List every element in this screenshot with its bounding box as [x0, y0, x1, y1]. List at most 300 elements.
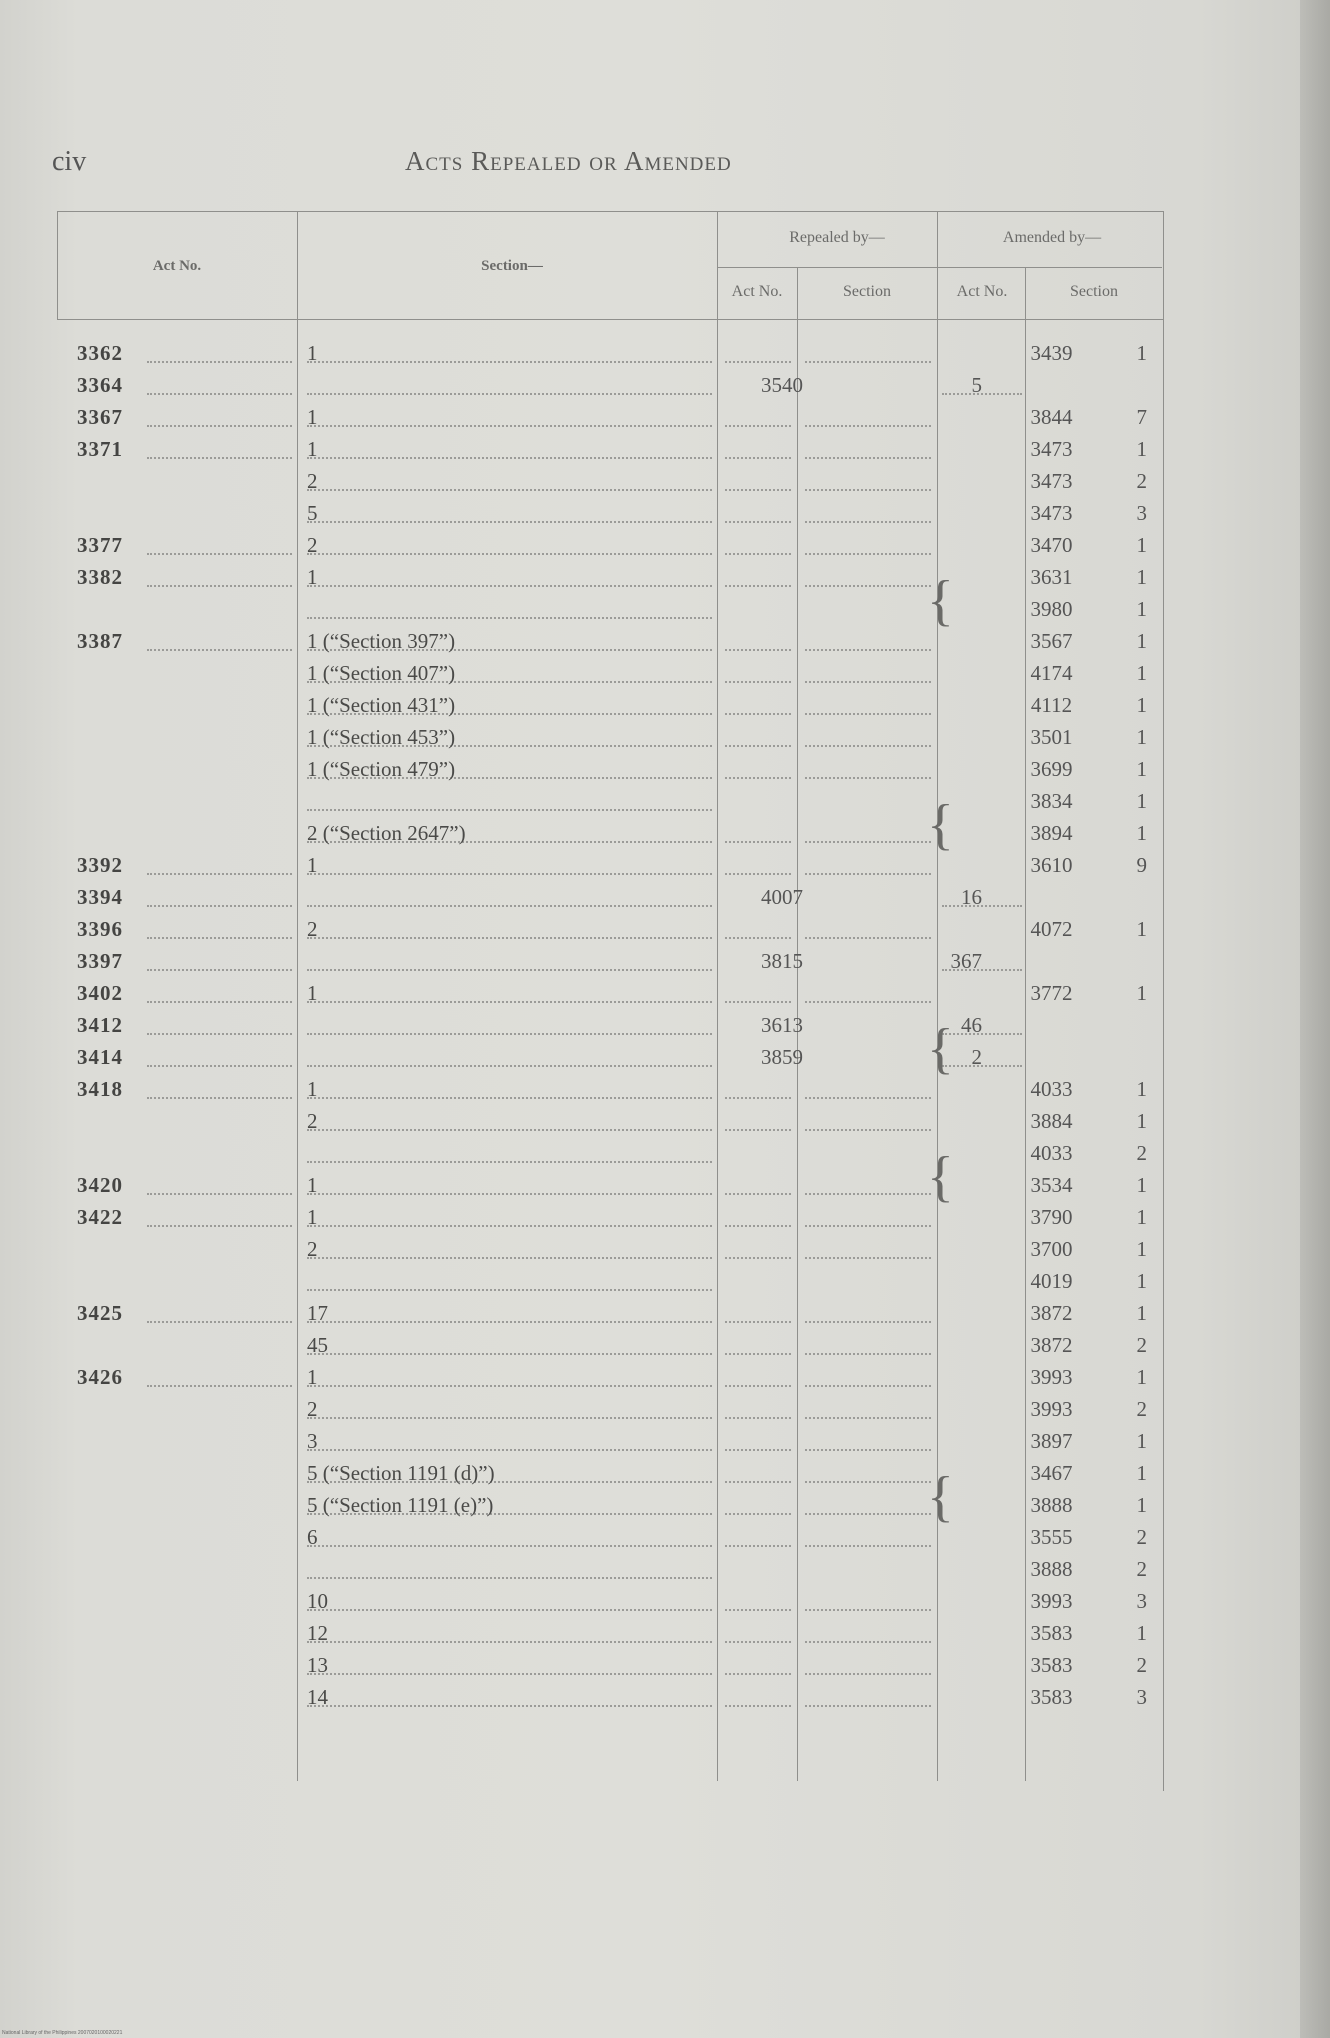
act-number — [77, 1681, 297, 1713]
section-ref: 1 — [307, 341, 318, 365]
act-number — [77, 1425, 297, 1457]
amended-section: 1 — [1136, 1205, 1147, 1229]
amended-section: 1 — [1136, 1301, 1147, 1325]
act-number — [77, 1137, 297, 1169]
section-ref: 2 — [307, 1237, 318, 1261]
repealed-act-number — [717, 529, 847, 561]
repealed-section: 46 — [961, 1013, 982, 1037]
amended-section — [1077, 1009, 1147, 1041]
repealed-section — [857, 337, 992, 369]
amended-act-number: 3884 — [1030, 1109, 1073, 1133]
table-row — [57, 1041, 1164, 1073]
table-row — [57, 1681, 1164, 1713]
amended-section: 1 — [1136, 821, 1147, 845]
brace-3426-6: { — [927, 1466, 954, 1528]
act-number — [77, 593, 297, 625]
section-ref: 1 (“Section 479”) — [307, 757, 456, 781]
repealed-section — [857, 529, 992, 561]
amended-section: 1 — [1136, 1237, 1147, 1261]
repealed-section: 367 — [950, 949, 982, 973]
repealed-act-number: 4007 — [761, 885, 803, 909]
amended-act-number: 4019 — [1030, 1269, 1073, 1293]
act-number — [77, 1393, 297, 1425]
repealed-section — [857, 1105, 992, 1137]
amended-act-number: 4033 — [1030, 1141, 1073, 1165]
header-bottom-rule — [57, 319, 1164, 320]
act-number — [77, 1649, 297, 1681]
repealed-act-number — [717, 1457, 847, 1489]
table-row — [57, 529, 1164, 561]
brace-3387-479: { — [927, 794, 954, 856]
table-top-rule — [57, 211, 1164, 212]
table-row — [57, 689, 1164, 721]
repealed-act-number — [717, 337, 847, 369]
repealed-section — [857, 1169, 992, 1201]
repealed-section — [857, 433, 992, 465]
header-repealed-act-no: Act No. — [731, 283, 783, 300]
act-number — [77, 1457, 297, 1489]
section-ref — [307, 593, 767, 625]
table-row — [57, 1393, 1164, 1425]
section-ref: 13 — [307, 1653, 328, 1677]
amended-section: 1 — [1136, 757, 1147, 781]
section-ref: 2 — [307, 1109, 318, 1133]
section-ref: 1 — [307, 981, 318, 1005]
repealed-section — [857, 1489, 992, 1521]
running-head: Acts Repealed or Amended — [405, 146, 732, 176]
act-number: 3402 — [77, 981, 123, 1005]
repealed-section — [857, 977, 992, 1009]
section-ref — [307, 785, 767, 817]
repealed-act-number — [717, 1233, 847, 1265]
repealed-act-number — [717, 913, 847, 945]
repealed-section — [857, 753, 992, 785]
repealed-section — [857, 1521, 992, 1553]
header-amended-by: Amended by— — [1002, 229, 1102, 246]
repealed-section — [857, 785, 992, 817]
act-number — [77, 689, 297, 721]
repealed-act-number — [717, 1585, 847, 1617]
section-ref — [307, 945, 767, 977]
act-number — [77, 817, 297, 849]
repealed-section — [857, 593, 992, 625]
act-number — [77, 1105, 297, 1137]
section-ref: 2 — [307, 533, 318, 557]
section-ref — [307, 369, 767, 401]
repealed-section — [857, 1393, 992, 1425]
repealed-act-number — [717, 401, 847, 433]
amended-act-number: 4033 — [1030, 1077, 1073, 1101]
repealed-section — [857, 721, 992, 753]
section-ref: 1 (“Section 397”) — [307, 629, 456, 653]
amended-section: 1 — [1136, 1621, 1147, 1645]
table-row — [57, 1233, 1164, 1265]
repealed-act-number — [717, 1425, 847, 1457]
act-number: 3367 — [77, 405, 123, 429]
amended-section — [1077, 881, 1147, 913]
repealed-section — [857, 1329, 992, 1361]
amended-act-number: 3467 — [1030, 1461, 1073, 1485]
section-ref: 17 — [307, 1301, 328, 1325]
amended-section: 2 — [1136, 1653, 1147, 1677]
repealed-act-number — [717, 433, 847, 465]
brace-3422-2: { — [927, 1146, 954, 1208]
amended-act-number: 4072 — [1030, 917, 1073, 941]
repealed-section — [857, 1297, 992, 1329]
repealed-section — [857, 465, 992, 497]
brace-3418-2: { — [927, 1018, 954, 1080]
repealed-section — [857, 1233, 992, 1265]
table-row — [57, 1457, 1164, 1489]
amended-act-number: 3872 — [1030, 1301, 1073, 1325]
act-number: 3377 — [77, 533, 123, 557]
section-ref — [307, 1137, 767, 1169]
amended-act-number: 3583 — [1030, 1621, 1073, 1645]
section-ref: 1 — [307, 853, 318, 877]
section-ref: 2 — [307, 917, 318, 941]
repealed-section — [857, 1425, 992, 1457]
amended-section: 1 — [1136, 533, 1147, 557]
page-edge-shadow — [1300, 0, 1330, 2038]
act-number — [77, 1617, 297, 1649]
act-number — [77, 1553, 297, 1585]
act-number: 3397 — [77, 949, 123, 973]
repealed-section: 5 — [971, 373, 982, 397]
section-ref: 5 (“Section 1191 (e)”) — [307, 1493, 494, 1517]
repealed-section — [857, 401, 992, 433]
act-number — [77, 657, 297, 689]
table-row — [57, 337, 1164, 369]
amended-section: 1 — [1136, 629, 1147, 653]
amended-section: 1 — [1136, 981, 1147, 1005]
amended-act-number: 4112 — [1030, 693, 1073, 717]
table-row — [57, 881, 1164, 913]
act-number: 3420 — [77, 1173, 123, 1197]
act-number: 3412 — [77, 1013, 123, 1037]
repealed-section — [857, 817, 992, 849]
amended-section: 1 — [1136, 341, 1147, 365]
amended-section: 3 — [1136, 1589, 1147, 1613]
amended-section: 1 — [1136, 725, 1147, 749]
amended-act-number: 3470 — [1030, 533, 1073, 557]
amended-act-number: 3473 — [1030, 469, 1073, 493]
amended-act-number: 3888 — [1030, 1557, 1073, 1581]
repealed-act-number — [717, 753, 847, 785]
amended-act-number: 3894 — [1030, 821, 1073, 845]
amended-act-number: 3993 — [1030, 1397, 1073, 1421]
act-number — [77, 1521, 297, 1553]
section-ref — [307, 1265, 767, 1297]
act-number — [77, 721, 297, 753]
table-row — [57, 1617, 1164, 1649]
amended-act-number: 3993 — [1030, 1365, 1073, 1389]
repealed-act-number — [717, 1521, 847, 1553]
table-row — [57, 1489, 1164, 1521]
repealed-section — [857, 1457, 992, 1489]
amended-section: 7 — [1136, 405, 1147, 429]
act-number — [77, 1489, 297, 1521]
amended-section: 2 — [1136, 1557, 1147, 1581]
header-mid-rule — [717, 267, 1162, 268]
amended-act-number: 3610 — [1030, 853, 1073, 877]
acts-table — [57, 211, 1164, 1791]
header-act-no: Act No. — [152, 258, 202, 274]
repealed-section — [857, 1681, 992, 1713]
table-row — [57, 817, 1164, 849]
amended-section: 1 — [1136, 1269, 1147, 1293]
section-ref: 2 (“Section 2647”) — [307, 821, 466, 845]
repealed-section — [857, 1617, 992, 1649]
section-ref — [307, 1553, 767, 1585]
section-ref: 1 (“Section 407”) — [307, 661, 456, 685]
repealed-section — [857, 1553, 992, 1585]
act-number — [77, 465, 297, 497]
brace-3382: { — [927, 570, 954, 632]
table-row — [57, 753, 1164, 785]
repealed-act-number — [717, 1681, 847, 1713]
repealed-section — [857, 849, 992, 881]
amended-act-number: 3699 — [1030, 757, 1073, 781]
amended-section: 1 — [1136, 1461, 1147, 1485]
table-row — [57, 1553, 1164, 1585]
act-number: 3418 — [77, 1077, 123, 1101]
repealed-act-number — [717, 1073, 847, 1105]
repealed-act-number: 3613 — [761, 1013, 803, 1037]
section-ref — [307, 1009, 767, 1041]
section-ref: 1 — [307, 1205, 318, 1229]
section-ref: 5 — [307, 501, 318, 525]
amended-act-number: 3583 — [1030, 1653, 1073, 1677]
repealed-act-number — [717, 1169, 847, 1201]
section-ref: 1 — [307, 1077, 318, 1101]
table-row — [57, 1329, 1164, 1361]
repealed-act-number — [717, 785, 847, 817]
amended-section: 2 — [1136, 1525, 1147, 1549]
header-repealed-section: Section — [843, 283, 891, 300]
act-number — [77, 1585, 297, 1617]
section-ref: 2 — [307, 1397, 318, 1421]
repealed-act-number — [717, 625, 847, 657]
repealed-act-number — [717, 1265, 847, 1297]
repealed-act-number — [717, 1649, 847, 1681]
table-row — [57, 1137, 1164, 1169]
table-row — [57, 561, 1164, 593]
repealed-section: 16 — [961, 885, 982, 909]
table-row — [57, 1585, 1164, 1617]
amended-act-number: 3872 — [1030, 1333, 1073, 1357]
repealed-act-number — [717, 465, 847, 497]
table-row — [57, 785, 1164, 817]
amended-act-number: 3534 — [1030, 1173, 1073, 1197]
repealed-section — [857, 1585, 992, 1617]
amended-section: 1 — [1136, 1429, 1147, 1453]
amended-section: 1 — [1136, 917, 1147, 941]
repealed-act-number — [717, 657, 847, 689]
amended-section: 1 — [1136, 789, 1147, 813]
act-number: 3414 — [77, 1045, 123, 1069]
table-row — [57, 657, 1164, 689]
repealed-act-number — [717, 1393, 847, 1425]
section-ref: 5 (“Section 1191 (d)”) — [307, 1461, 495, 1485]
table-row — [57, 1297, 1164, 1329]
amended-section: 1 — [1136, 437, 1147, 461]
amended-section: 1 — [1136, 565, 1147, 589]
section-ref: 45 — [307, 1333, 328, 1357]
amended-act-number: 3631 — [1030, 565, 1073, 589]
section-ref: 1 — [307, 405, 318, 429]
table-row — [57, 1521, 1164, 1553]
page-number: civ — [52, 146, 87, 177]
amended-section: 1 — [1136, 1109, 1147, 1133]
amended-section: 3 — [1136, 501, 1147, 525]
amended-act-number: 3844 — [1030, 405, 1073, 429]
section-ref: 1 (“Section 431”) — [307, 693, 456, 717]
section-ref — [307, 881, 767, 913]
act-number: 3392 — [77, 853, 123, 877]
amended-act-number: 3993 — [1030, 1589, 1073, 1613]
header-amended-act-no: Act No. — [956, 283, 1008, 300]
act-number — [77, 753, 297, 785]
table-row — [57, 401, 1164, 433]
table-row — [57, 1265, 1164, 1297]
repealed-act-number — [717, 849, 847, 881]
amended-section: 1 — [1136, 1365, 1147, 1389]
amended-section — [1077, 945, 1147, 977]
table-row — [57, 465, 1164, 497]
repealed-act-number — [717, 1105, 847, 1137]
repealed-section — [857, 1137, 992, 1169]
table-row — [57, 433, 1164, 465]
section-ref: 3 — [307, 1429, 318, 1453]
amended-section — [1077, 369, 1147, 401]
section-ref — [307, 1041, 767, 1073]
section-ref: 14 — [307, 1685, 328, 1709]
repealed-act-number: 3815 — [761, 949, 803, 973]
repealed-section — [857, 1073, 992, 1105]
repealed-section — [857, 561, 992, 593]
act-number: 3426 — [77, 1365, 123, 1389]
amended-act-number: 3834 — [1030, 789, 1073, 813]
amended-act-number: 3473 — [1030, 437, 1073, 461]
repealed-act-number — [717, 1489, 847, 1521]
repealed-section — [857, 1265, 992, 1297]
amended-section: 1 — [1136, 1173, 1147, 1197]
repealed-act-number — [717, 1201, 847, 1233]
table-row — [57, 977, 1164, 1009]
repealed-act-number — [717, 1361, 847, 1393]
amended-section: 2 — [1136, 1397, 1147, 1421]
amended-act-number: 3501 — [1030, 725, 1073, 749]
amended-act-number: 3567 — [1030, 629, 1073, 653]
act-number: 3394 — [77, 885, 123, 909]
table-row — [57, 1073, 1164, 1105]
amended-section — [1077, 1041, 1147, 1073]
table-row — [57, 849, 1164, 881]
amended-act-number: 3439 — [1030, 341, 1073, 365]
table-row — [57, 497, 1164, 529]
amended-section: 2 — [1136, 1141, 1147, 1165]
amended-section: 1 — [1136, 661, 1147, 685]
header-repealed-by: Repealed by— — [789, 229, 885, 246]
repealed-act-number — [717, 1553, 847, 1585]
amended-act-number: 3897 — [1030, 1429, 1073, 1453]
table-row — [57, 913, 1164, 945]
table-left-rule — [57, 211, 58, 319]
amended-act-number: 3772 — [1030, 981, 1073, 1005]
repealed-act-number: 3859 — [761, 1045, 803, 1069]
repealed-act-number — [717, 1137, 847, 1169]
section-ref: 1 — [307, 1173, 318, 1197]
act-number: 3371 — [77, 437, 123, 461]
amended-section: 1 — [1136, 1493, 1147, 1517]
amended-section: 2 — [1136, 469, 1147, 493]
repealed-act-number — [717, 817, 847, 849]
repealed-act-number: 3540 — [761, 373, 803, 397]
amended-act-number: 3555 — [1030, 1525, 1073, 1549]
repealed-section — [857, 625, 992, 657]
act-number — [77, 1233, 297, 1265]
section-ref: 6 — [307, 1525, 318, 1549]
section-ref: 1 — [307, 437, 318, 461]
repealed-section — [857, 497, 992, 529]
act-number — [77, 497, 297, 529]
table-row — [57, 1361, 1164, 1393]
repealed-act-number — [717, 593, 847, 625]
section-ref: 12 — [307, 1621, 328, 1645]
table-row — [57, 1201, 1164, 1233]
act-number: 3364 — [77, 373, 123, 397]
amended-act-number: 4174 — [1030, 661, 1073, 685]
table-row — [57, 945, 1164, 977]
table-row — [57, 1649, 1164, 1681]
act-number — [77, 1329, 297, 1361]
table-row — [57, 1169, 1164, 1201]
act-number: 3362 — [77, 341, 123, 365]
amended-section: 1 — [1136, 597, 1147, 621]
section-ref: 1 (“Section 453”) — [307, 725, 456, 749]
table-row — [57, 721, 1164, 753]
repealed-act-number — [717, 1329, 847, 1361]
amended-act-number: 3583 — [1030, 1685, 1073, 1709]
repealed-act-number — [717, 1617, 847, 1649]
amended-section: 1 — [1136, 1077, 1147, 1101]
repealed-section — [857, 1361, 992, 1393]
section-ref: 1 — [307, 1365, 318, 1389]
section-ref: 2 — [307, 469, 318, 493]
act-number: 3382 — [77, 565, 123, 589]
repealed-act-number — [717, 689, 847, 721]
header-section: Section— — [481, 258, 543, 274]
amended-act-number: 3700 — [1030, 1237, 1073, 1261]
repealed-section — [857, 1649, 992, 1681]
amended-section: 1 — [1136, 693, 1147, 717]
repealed-act-number — [717, 977, 847, 1009]
act-number: 3396 — [77, 917, 123, 941]
act-number — [77, 1265, 297, 1297]
repealed-act-number — [717, 1297, 847, 1329]
table-row — [57, 1105, 1164, 1137]
amended-section: 3 — [1136, 1685, 1147, 1709]
amended-section: 2 — [1136, 1333, 1147, 1357]
repealed-act-number — [717, 497, 847, 529]
table-row — [57, 1425, 1164, 1457]
amended-act-number: 3473 — [1030, 501, 1073, 525]
scan-footer: National Library of the Philippines 2007020100020221 — [2, 2030, 123, 2036]
repealed-section — [857, 913, 992, 945]
repealed-act-number — [717, 561, 847, 593]
act-number — [77, 785, 297, 817]
section-ref: 10 — [307, 1589, 328, 1613]
